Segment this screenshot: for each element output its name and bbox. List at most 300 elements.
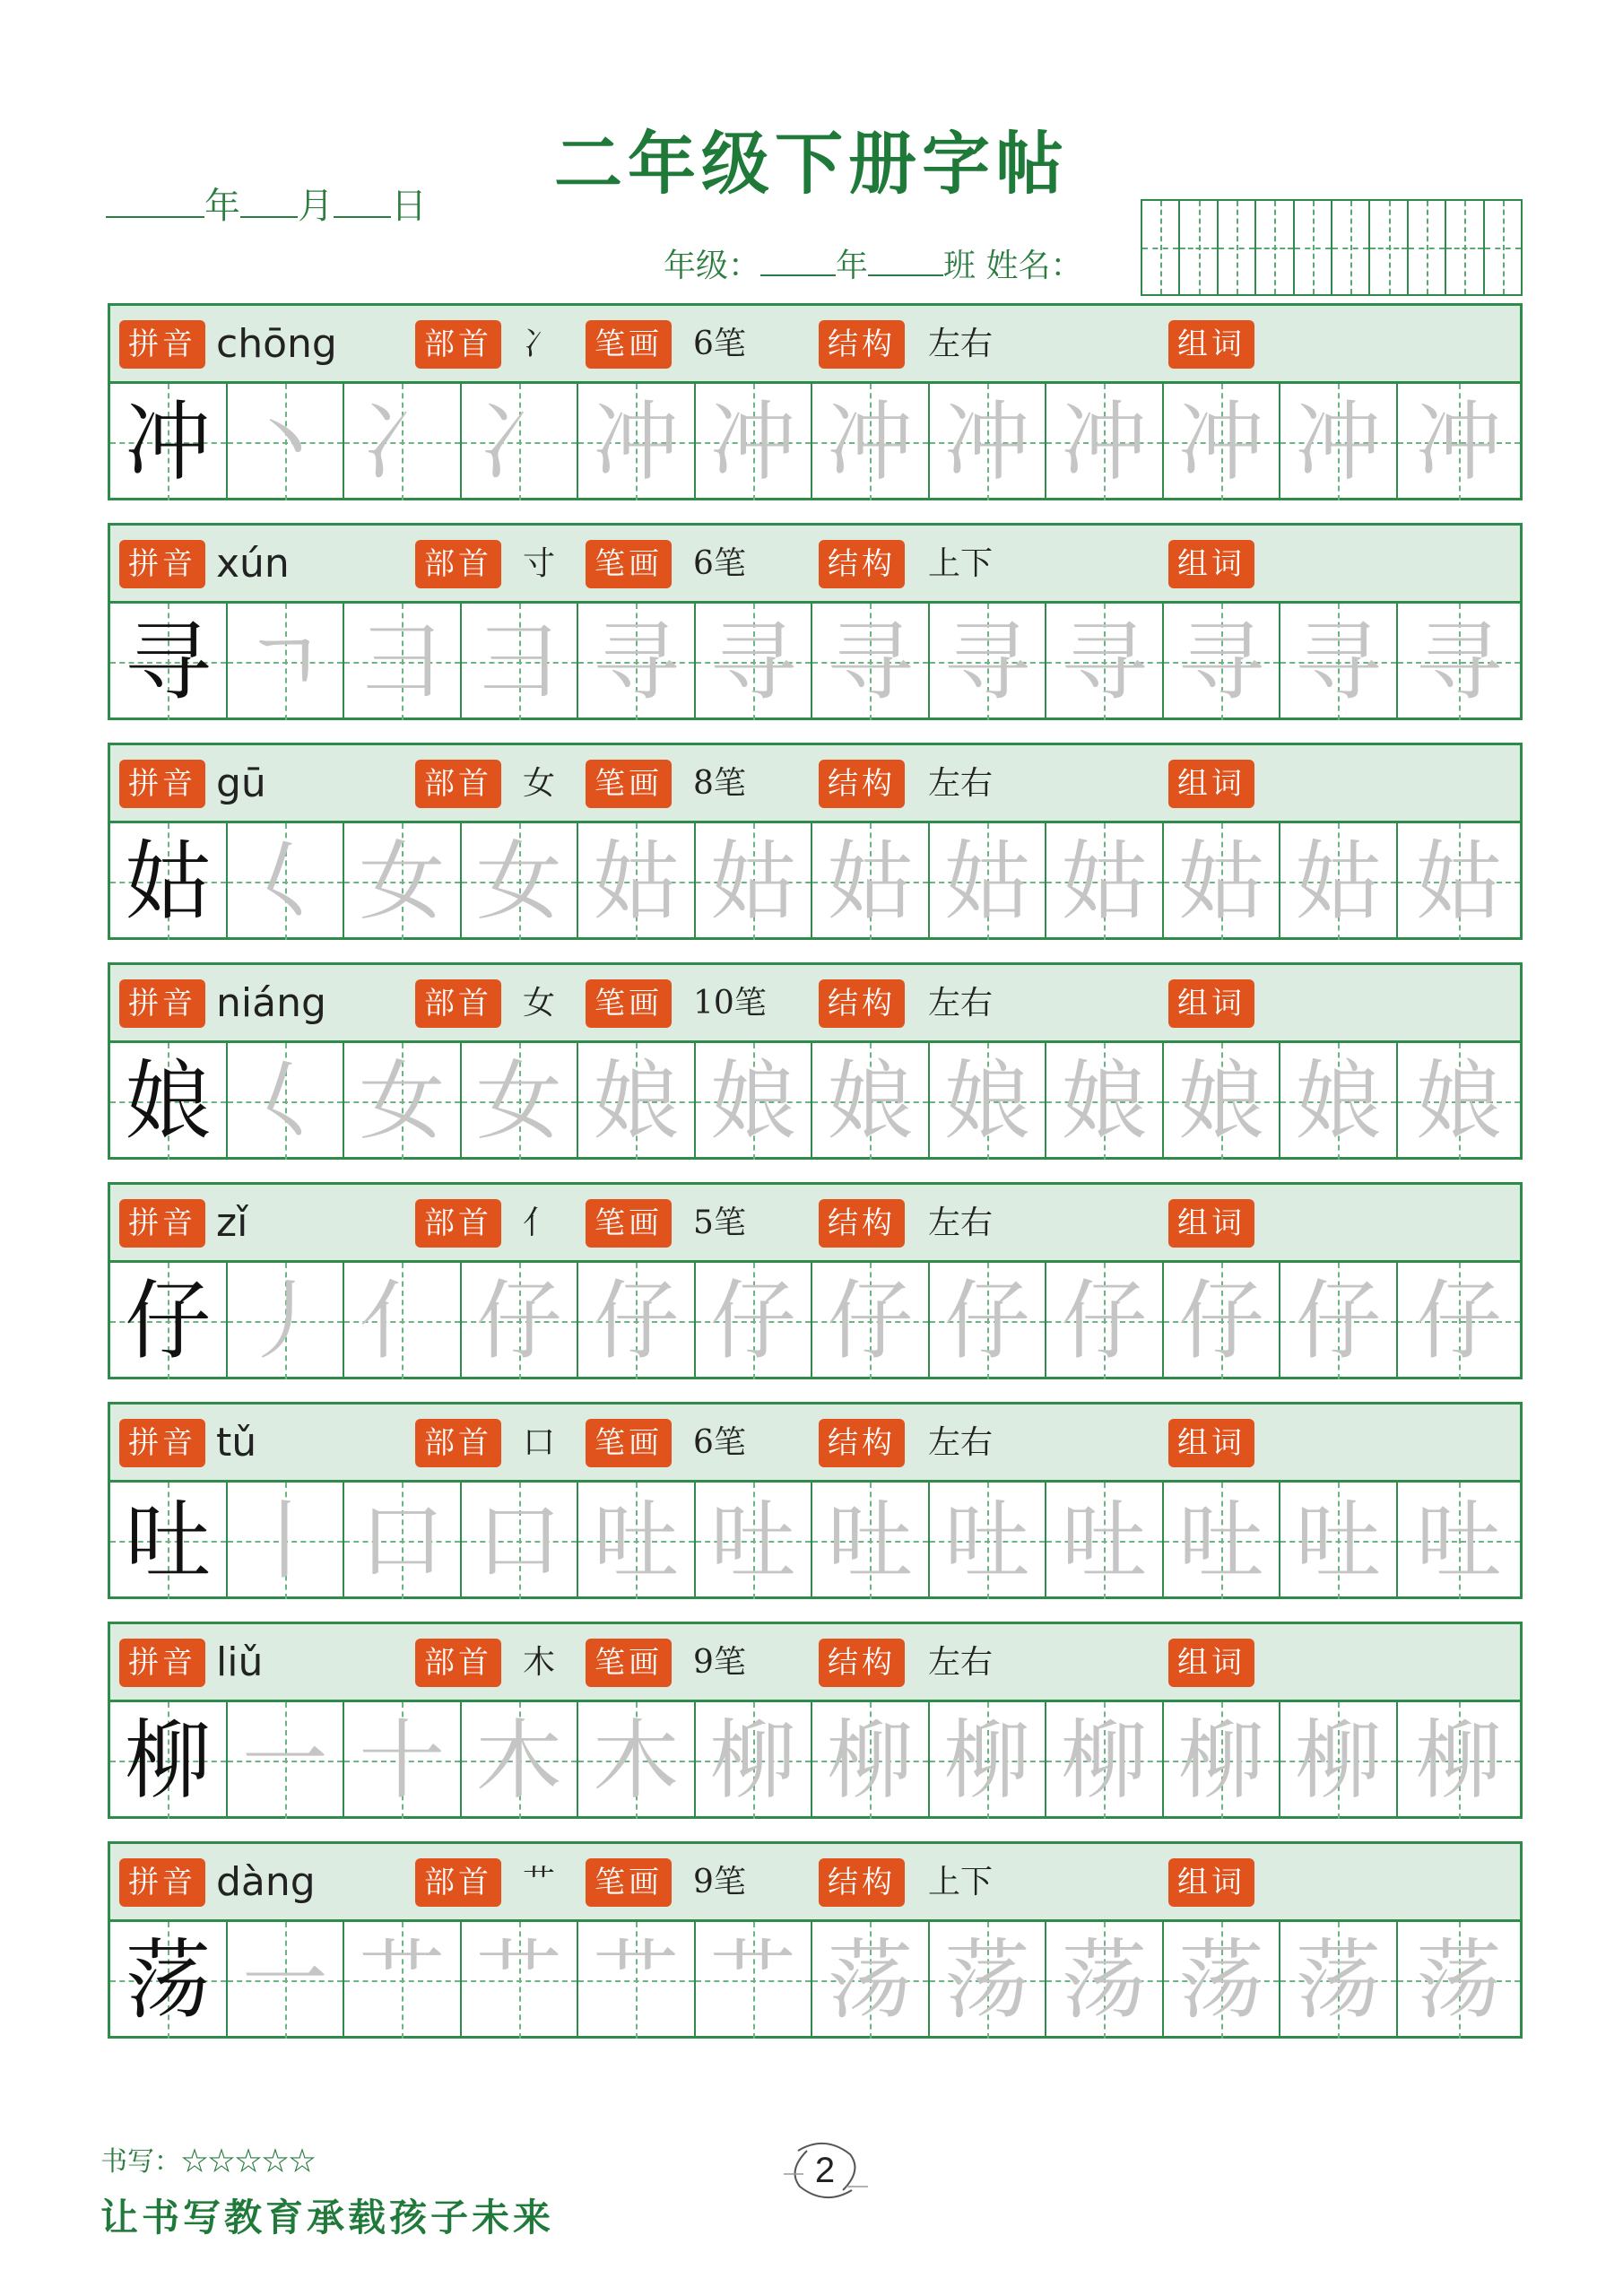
stroke-step: 仔 xyxy=(943,1271,1030,1371)
stroke-step: 寻 xyxy=(1295,612,1382,712)
stroke-step: 柳 xyxy=(1061,1710,1148,1811)
stroke-step: 姑 xyxy=(593,831,680,932)
pinyin-tag: 拼音 xyxy=(119,320,205,369)
jiegou-tag: 结构 xyxy=(819,760,905,808)
stroke-step: 吐 xyxy=(1061,1491,1148,1591)
stroke-step: ㄱ xyxy=(243,612,327,712)
jiegou-value: 上下 xyxy=(928,545,994,582)
stroke-step: 冲 xyxy=(1061,392,1148,492)
trace-cell[interactable] xyxy=(462,1263,579,1379)
tian-grid xyxy=(110,1922,1520,2039)
stroke-step: 女 xyxy=(475,1051,562,1152)
name-cell[interactable] xyxy=(1485,201,1521,294)
trace-cell[interactable] xyxy=(344,604,462,720)
stroke-step: 姑 xyxy=(827,831,914,932)
trace-cell[interactable] xyxy=(462,1702,579,1819)
model-char: 吐 xyxy=(125,1491,212,1591)
char-row xyxy=(108,303,1523,500)
stroke-step: 口 xyxy=(359,1491,446,1591)
nian-label: 年 xyxy=(836,248,869,284)
stroke-step: 柳 xyxy=(943,1710,1030,1811)
stroke-step: 吐 xyxy=(709,1491,796,1591)
model-char: 荡 xyxy=(125,1930,212,2031)
jiegou-value: 上下 xyxy=(928,1864,994,1900)
trace-cell[interactable] xyxy=(1280,604,1398,720)
trace-cell[interactable] xyxy=(812,604,930,720)
char-info-header xyxy=(110,1844,1520,1922)
model-char-cell xyxy=(110,1263,228,1379)
trace-cell[interactable] xyxy=(1046,1702,1164,1819)
zuci-tag: 组词 xyxy=(1168,1199,1254,1248)
bihua-tag: 笔画 xyxy=(586,760,672,808)
trace-cell[interactable] xyxy=(1046,823,1164,940)
pinyin-tag: 拼音 xyxy=(119,1199,205,1248)
trace-cell[interactable] xyxy=(1280,823,1398,940)
stroke-step: 娘 xyxy=(709,1051,796,1152)
bushou-tag: 部首 xyxy=(415,320,501,369)
trace-cell[interactable] xyxy=(462,1483,579,1599)
jiegou-value: 左右 xyxy=(928,1424,994,1461)
trace-cell[interactable] xyxy=(1398,823,1520,940)
trace-cell[interactable] xyxy=(1280,384,1398,500)
pinyin-value: chōng xyxy=(216,321,337,367)
trace-cell[interactable] xyxy=(462,823,579,940)
stroke-step: 吐 xyxy=(827,1491,914,1591)
trace-cell[interactable] xyxy=(1280,1922,1398,2039)
pinyin-tag: 拼音 xyxy=(119,1858,205,1907)
bihua-tag: 笔画 xyxy=(586,1639,672,1687)
stroke-step: 寻 xyxy=(593,612,680,712)
trace-cell[interactable] xyxy=(812,384,930,500)
trace-cell[interactable] xyxy=(344,823,462,940)
bushou-value: 木 xyxy=(523,1644,556,1681)
stroke-step: 柳 xyxy=(1295,1710,1382,1811)
bushou-tag: 部首 xyxy=(415,1419,501,1467)
model-char: 冲 xyxy=(125,392,212,492)
stroke-step: 姑 xyxy=(1415,831,1502,932)
pinyin-value: zǐ xyxy=(216,1200,248,1246)
bushou-value: 女 xyxy=(523,765,556,802)
stroke-step: 冲 xyxy=(709,392,796,492)
stroke-step: 姑 xyxy=(943,831,1030,932)
trace-cell[interactable] xyxy=(1280,1263,1398,1379)
student-info xyxy=(664,240,1083,286)
char-row xyxy=(108,962,1523,1160)
pinyin-value: liǔ xyxy=(216,1639,264,1685)
model-char-cell xyxy=(110,1483,228,1599)
stroke-step: 𡿨 xyxy=(241,1051,328,1152)
trace-cell[interactable] xyxy=(1398,1483,1520,1599)
name-cell[interactable] xyxy=(1219,201,1256,294)
trace-cell[interactable] xyxy=(228,604,345,720)
name-cell[interactable] xyxy=(1409,201,1446,294)
pinyin-tag: 拼音 xyxy=(119,1419,205,1467)
zuci-tag: 组词 xyxy=(1168,979,1254,1028)
trace-cell[interactable] xyxy=(1164,384,1281,500)
trace-cell[interactable] xyxy=(930,604,1047,720)
char-row xyxy=(108,1841,1523,2039)
tian-grid xyxy=(110,1043,1520,1160)
stroke-step: 𡿨 xyxy=(241,831,328,932)
trace-cell[interactable] xyxy=(1398,384,1520,500)
zuci-tag: 组词 xyxy=(1168,320,1254,369)
stroke-step: 丶 xyxy=(241,392,328,492)
stroke-step: 寻 xyxy=(1177,612,1264,712)
bihua-value: 6笔 xyxy=(693,326,746,362)
stroke-step: 寻 xyxy=(1061,612,1148,712)
month-blank[interactable] xyxy=(240,186,298,218)
stroke-step: 冫 xyxy=(359,392,446,492)
pinyin-value: dàng xyxy=(216,1859,316,1905)
name-writing-grid[interactable] xyxy=(1141,199,1523,296)
trace-cell[interactable] xyxy=(228,1263,345,1379)
trace-cell[interactable] xyxy=(228,1702,345,1819)
model-char: 仔 xyxy=(125,1271,212,1371)
trace-cell[interactable] xyxy=(696,604,813,720)
trace-cell[interactable] xyxy=(462,604,579,720)
name-cell[interactable] xyxy=(1370,201,1408,294)
stroke-step: 荡 xyxy=(1061,1930,1148,2031)
trace-cell[interactable] xyxy=(1164,1702,1281,1819)
zuci-tag: 组词 xyxy=(1168,540,1254,588)
tian-grid xyxy=(110,1483,1520,1599)
stroke-step: 吐 xyxy=(943,1491,1030,1591)
stroke-step: 娘 xyxy=(827,1051,914,1152)
trace-cell[interactable] xyxy=(578,1263,696,1379)
bihua-tag: 笔画 xyxy=(586,1858,672,1907)
stroke-step: 姑 xyxy=(1061,831,1148,932)
jiegou-tag: 结构 xyxy=(819,979,905,1028)
tian-grid xyxy=(110,823,1520,940)
jiegou-tag: 结构 xyxy=(819,320,905,369)
stroke-step: 彐 xyxy=(359,612,446,712)
trace-cell[interactable] xyxy=(578,1922,696,2039)
stroke-step: 艹 xyxy=(709,1930,796,2031)
jiegou-value: 左右 xyxy=(928,1644,994,1681)
jiegou-tag: 结构 xyxy=(819,1639,905,1687)
trace-cell[interactable] xyxy=(344,1043,462,1160)
stroke-step: 一 xyxy=(241,1930,328,2031)
pinyin-tag: 拼音 xyxy=(119,540,205,588)
stroke-step: 柳 xyxy=(827,1710,914,1811)
bushou-tag: 部首 xyxy=(415,1639,501,1687)
bushou-value: 口 xyxy=(523,1424,556,1461)
tian-grid xyxy=(110,384,1520,500)
trace-cell[interactable] xyxy=(696,1263,813,1379)
trace-cell[interactable] xyxy=(578,1043,696,1160)
page-title: 二年级下册字帖 xyxy=(554,124,1069,204)
stroke-step: 荡 xyxy=(827,1930,914,2031)
trace-cell[interactable] xyxy=(1046,1263,1164,1379)
day-blank[interactable] xyxy=(334,186,391,218)
pinyin-tag: 拼音 xyxy=(119,1639,205,1687)
stroke-step: 仔 xyxy=(593,1271,680,1371)
trace-cell[interactable] xyxy=(578,384,696,500)
stroke-step: 仔 xyxy=(709,1271,796,1371)
name-cell[interactable] xyxy=(1332,201,1370,294)
name-cell[interactable] xyxy=(1180,201,1218,294)
bihua-tag: 笔画 xyxy=(586,1419,672,1467)
stroke-step: 姑 xyxy=(1177,831,1264,932)
trace-cell[interactable] xyxy=(578,1702,696,1819)
pinyin-value: niáng xyxy=(216,980,326,1026)
tian-grid xyxy=(110,1263,1520,1379)
trace-cell[interactable] xyxy=(228,1922,345,2039)
stroke-step: 冲 xyxy=(593,392,680,492)
trace-cell[interactable] xyxy=(1046,604,1164,720)
trace-cell[interactable] xyxy=(462,384,579,500)
name-label: 姓名： xyxy=(985,248,1083,284)
stroke-step: 口 xyxy=(475,1491,562,1591)
stroke-step: 仔 xyxy=(1295,1271,1382,1371)
trace-cell[interactable] xyxy=(1398,1263,1520,1379)
trace-cell[interactable] xyxy=(228,1483,345,1599)
char-info-header xyxy=(110,306,1520,384)
trace-cell[interactable] xyxy=(696,823,813,940)
class-blank[interactable] xyxy=(868,248,943,276)
trace-cell[interactable] xyxy=(1164,1043,1281,1160)
grade-label: 年级： xyxy=(664,248,761,284)
jiegou-value: 左右 xyxy=(928,985,994,1022)
pinyin-value: gū xyxy=(216,761,266,806)
trace-cell[interactable] xyxy=(1280,1702,1398,1819)
trace-cell[interactable] xyxy=(696,1483,813,1599)
tian-grid xyxy=(110,1702,1520,1819)
jiegou-tag: 结构 xyxy=(819,1419,905,1467)
trace-cell[interactable] xyxy=(228,823,345,940)
trace-cell[interactable] xyxy=(930,1263,1047,1379)
bihua-tag: 笔画 xyxy=(586,540,672,588)
trace-cell[interactable] xyxy=(1046,1043,1164,1160)
zuci-tag: 组词 xyxy=(1168,1419,1254,1467)
trace-cell[interactable] xyxy=(228,1043,345,1160)
char-info-header xyxy=(110,1405,1520,1483)
jiegou-tag: 结构 xyxy=(819,540,905,588)
trace-cell[interactable] xyxy=(812,1263,930,1379)
stroke-step: 木 xyxy=(475,1710,562,1811)
bihua-value: 9笔 xyxy=(693,1644,746,1681)
writing-rating: 书写：☆☆☆☆☆ xyxy=(100,2146,316,2178)
stroke-step: 冲 xyxy=(943,392,1030,492)
bihua-value: 5笔 xyxy=(693,1205,746,1241)
trace-cell[interactable] xyxy=(930,823,1047,940)
model-char-cell xyxy=(110,604,228,720)
stroke-step: 亻 xyxy=(359,1271,446,1371)
char-info-header xyxy=(110,965,1520,1043)
model-char-cell xyxy=(110,384,228,500)
trace-cell[interactable] xyxy=(930,1922,1047,2039)
stroke-step: 娘 xyxy=(1177,1051,1264,1152)
bushou-value: 亻 xyxy=(523,1205,556,1241)
date-year-label: 年 xyxy=(204,186,240,227)
stroke-step: 荡 xyxy=(1295,1930,1382,2031)
zuci-tag: 组词 xyxy=(1168,760,1254,808)
bushou-tag: 部首 xyxy=(415,540,501,588)
name-cell[interactable] xyxy=(1256,201,1294,294)
trace-cell[interactable] xyxy=(462,1922,579,2039)
trace-cell[interactable] xyxy=(930,1043,1047,1160)
stroke-step: 仔 xyxy=(475,1271,562,1371)
stroke-step: 仔 xyxy=(827,1271,914,1371)
bihua-tag: 笔画 xyxy=(586,320,672,369)
trace-cell[interactable] xyxy=(1280,1043,1398,1160)
stroke-step: 寻 xyxy=(1415,612,1502,712)
year-blank[interactable] xyxy=(106,186,204,218)
tian-grid xyxy=(110,604,1520,720)
char-info-header xyxy=(110,1185,1520,1263)
stroke-step: 丿 xyxy=(241,1271,328,1371)
trace-cell[interactable] xyxy=(578,1483,696,1599)
trace-cell[interactable] xyxy=(1398,1922,1520,2039)
trace-cell[interactable] xyxy=(812,823,930,940)
ban-label: 班 xyxy=(943,248,976,284)
stroke-step: 冲 xyxy=(1177,392,1264,492)
stroke-step: 一 xyxy=(241,1710,328,1811)
jiegou-tag: 结构 xyxy=(819,1199,905,1248)
stroke-step: 女 xyxy=(359,1051,446,1152)
jiegou-value: 左右 xyxy=(928,765,994,802)
trace-cell[interactable] xyxy=(1046,1483,1164,1599)
name-cell[interactable] xyxy=(1142,201,1180,294)
jiegou-value: 左右 xyxy=(928,1205,994,1241)
stroke-step: 娘 xyxy=(1415,1051,1502,1152)
stroke-step: 木 xyxy=(593,1710,680,1811)
stroke-step: 柳 xyxy=(1415,1710,1502,1811)
stroke-step: 女 xyxy=(359,831,446,932)
bihua-tag: 笔画 xyxy=(586,1199,672,1248)
trace-cell[interactable] xyxy=(930,384,1047,500)
stroke-step: 荡 xyxy=(943,1930,1030,2031)
model-char: 寻 xyxy=(125,612,212,712)
trace-cell[interactable] xyxy=(1164,1922,1281,2039)
pinyin-tag: 拼音 xyxy=(119,760,205,808)
stroke-step: 女 xyxy=(475,831,562,932)
stroke-step: 娘 xyxy=(1061,1051,1148,1152)
stroke-step: 吐 xyxy=(1415,1491,1502,1591)
name-cell[interactable] xyxy=(1295,201,1332,294)
bushou-tag: 部首 xyxy=(415,979,501,1028)
pinyin-tag: 拼音 xyxy=(119,979,205,1028)
trace-cell[interactable] xyxy=(1164,1483,1281,1599)
stroke-step: 荡 xyxy=(1177,1930,1264,2031)
bushou-tag: 部首 xyxy=(415,1199,501,1248)
stroke-step: 彐 xyxy=(475,612,562,712)
model-char-cell xyxy=(110,1922,228,2039)
name-cell[interactable] xyxy=(1446,201,1484,294)
trace-cell[interactable] xyxy=(930,1483,1047,1599)
char-info-header xyxy=(110,1624,1520,1702)
char-info-header xyxy=(110,526,1520,604)
char-row xyxy=(108,1402,1523,1599)
model-char: 娘 xyxy=(125,1051,212,1152)
stroke-step: 艹 xyxy=(475,1930,562,2031)
trace-cell[interactable] xyxy=(1398,1043,1520,1160)
bushou-value: 艹 xyxy=(523,1864,556,1900)
trace-cell[interactable] xyxy=(1398,604,1520,720)
pinyin-value: tǔ xyxy=(216,1420,257,1465)
stroke-step: 冫 xyxy=(475,392,562,492)
bihua-tag: 笔画 xyxy=(586,979,672,1028)
stroke-step: 仔 xyxy=(1061,1271,1148,1371)
stroke-step: 柳 xyxy=(709,1710,796,1811)
trace-cell[interactable] xyxy=(344,1922,462,2039)
page-number-text: 2 xyxy=(814,2151,836,2190)
trace-cell[interactable] xyxy=(812,1483,930,1599)
trace-cell[interactable] xyxy=(1398,1702,1520,1819)
trace-cell[interactable] xyxy=(696,1043,813,1160)
trace-cell[interactable] xyxy=(1164,1263,1281,1379)
zuci-tag: 组词 xyxy=(1168,1639,1254,1687)
model-char-cell xyxy=(110,823,228,940)
stroke-step: 娘 xyxy=(593,1051,680,1152)
trace-cell[interactable] xyxy=(578,604,696,720)
trace-cell[interactable] xyxy=(344,1263,462,1379)
stroke-step: 娘 xyxy=(943,1051,1030,1152)
date-line xyxy=(106,178,427,229)
trace-cell[interactable] xyxy=(344,384,462,500)
trace-cell[interactable] xyxy=(578,823,696,940)
trace-cell[interactable] xyxy=(1046,384,1164,500)
trace-cell[interactable] xyxy=(344,1702,462,1819)
trace-cell[interactable] xyxy=(812,1922,930,2039)
stroke-step: 姑 xyxy=(1295,831,1382,932)
trace-cell[interactable] xyxy=(344,1483,462,1599)
trace-cell[interactable] xyxy=(930,1702,1047,1819)
trace-cell[interactable] xyxy=(1164,604,1281,720)
trace-cell[interactable] xyxy=(228,384,345,500)
stroke-step: 寻 xyxy=(827,612,914,712)
char-row xyxy=(108,743,1523,940)
stroke-step: 仔 xyxy=(1415,1271,1502,1371)
stroke-step: 丨 xyxy=(241,1491,328,1591)
trace-cell[interactable] xyxy=(462,1043,579,1160)
trace-cell[interactable] xyxy=(812,1043,930,1160)
jiegou-tag: 结构 xyxy=(819,1858,905,1907)
zuci-tag: 组词 xyxy=(1168,1858,1254,1907)
stroke-step: 吐 xyxy=(1295,1491,1382,1591)
model-char: 姑 xyxy=(125,831,212,932)
pinyin-value: xún xyxy=(216,541,290,587)
stroke-step: 吐 xyxy=(1177,1491,1264,1591)
grade-blank[interactable] xyxy=(760,248,836,276)
model-char-cell xyxy=(110,1702,228,1819)
stroke-step: 吐 xyxy=(593,1491,680,1591)
trace-cell[interactable] xyxy=(812,1702,930,1819)
stroke-step: 仔 xyxy=(1177,1271,1264,1371)
trace-cell[interactable] xyxy=(696,1922,813,2039)
trace-cell[interactable] xyxy=(696,384,813,500)
model-char-cell xyxy=(110,1043,228,1160)
stroke-step: 寻 xyxy=(709,612,796,712)
bihua-value: 10笔 xyxy=(693,985,767,1022)
trace-cell[interactable] xyxy=(1280,1483,1398,1599)
date-day-label: 日 xyxy=(391,186,427,227)
trace-cell[interactable] xyxy=(1164,823,1281,940)
page-number xyxy=(780,2135,870,2206)
stroke-step: 荡 xyxy=(1415,1930,1502,2031)
date-month-label: 月 xyxy=(298,186,334,227)
char-row xyxy=(108,523,1523,720)
stroke-step: 十 xyxy=(359,1710,446,1811)
stroke-step: 娘 xyxy=(1295,1051,1382,1152)
practice-rows xyxy=(108,303,1523,2061)
trace-cell[interactable] xyxy=(1046,1922,1164,2039)
bihua-value: 6笔 xyxy=(693,1424,746,1461)
slogan: 让书写教育承载孩子未来 xyxy=(100,2196,555,2239)
trace-cell[interactable] xyxy=(696,1702,813,1819)
bushou-value: 寸 xyxy=(523,545,556,582)
stroke-step: 冲 xyxy=(827,392,914,492)
